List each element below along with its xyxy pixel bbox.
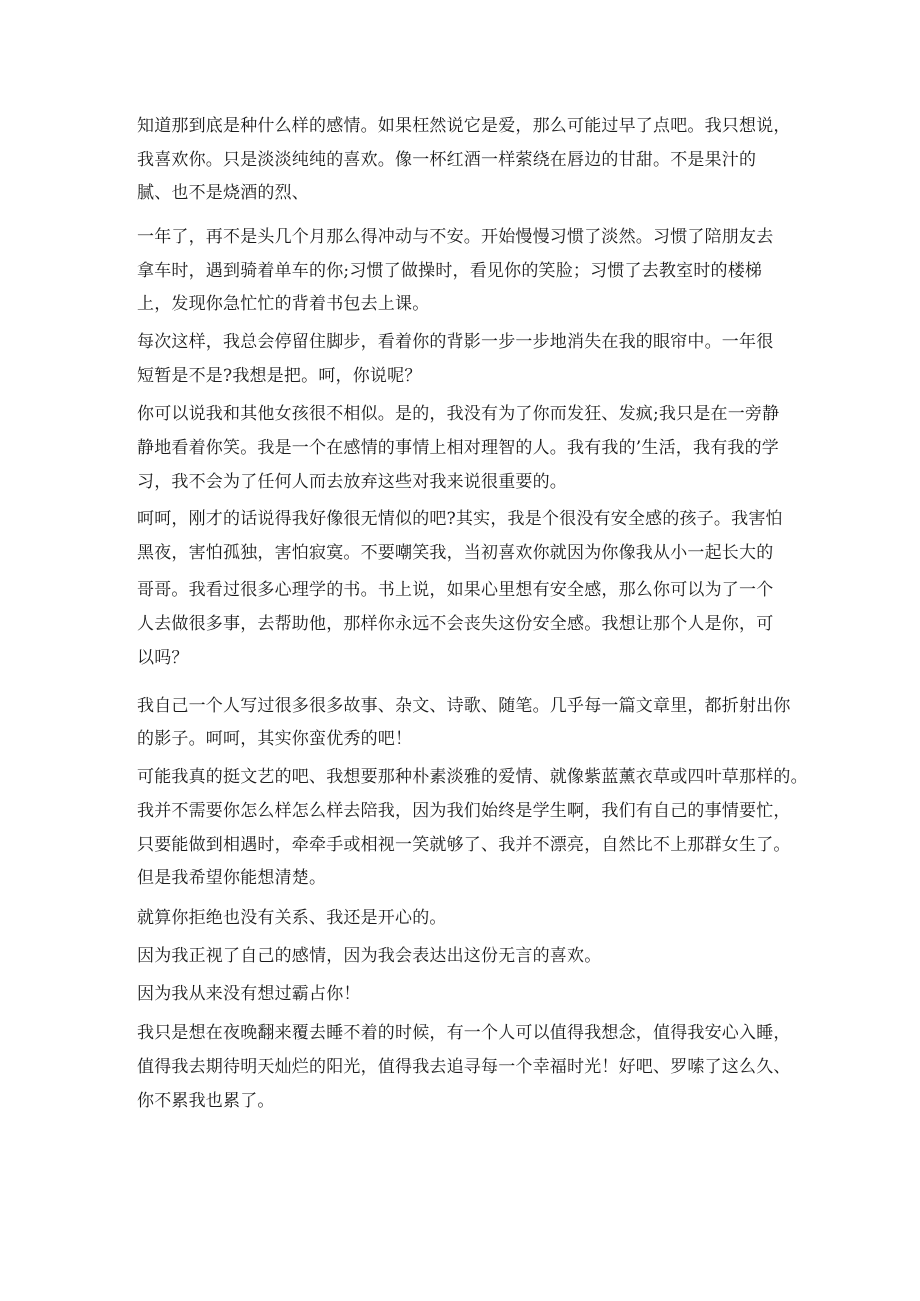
text-line: 一年了，再不是头几个月那么得冲动与不安。开始慢慢习惯了淡然。习惯了陪朋友去 <box>137 227 774 247</box>
text-line: 就算你拒绝也没有关系、我还是开心的。 <box>137 908 447 928</box>
text-line: 你可以说我和其他女孩很不相似。是的，我没有为了你而发狂、发疯;我只是在一旁静 <box>137 404 780 424</box>
text-line: 的影子。呵呵，其实你蛮优秀的吧！ <box>137 729 413 749</box>
text-line: 习，我不会为了任何人而去放弃这些对我来说很重要的。 <box>137 472 567 492</box>
text-line: 值得我去期待明天灿烂的阳光，值得我去追寻每一个幸福时光！好吧、罗嗦了这么久、 <box>137 1057 791 1077</box>
text-line: 哥哥。我看过很多心理学的书。书上说，如果心里想有安全感，那么你可以为了一个 <box>137 580 774 600</box>
text-line: 我并不需要你怎么样怎么样去陪我，因为我们始终是学生啊，我们有自己的事情要忙， <box>137 801 791 821</box>
text-line: 呵呵，刚才的话说得我好像很无情似的吧?其实，我是个很没有安全感的孩子。我害怕 <box>137 509 783 529</box>
text-line: 静地看着你笑。我是一个在感情的事情上相对理智的人。我有我的’生活，我有我的学 <box>137 438 780 458</box>
text-line: 因为我正视了自己的感情，因为我会表达出这份无言的喜欢。 <box>137 946 602 966</box>
text-line: 拿车时，遇到骑着单车的你;习惯了做操时，看见你的笑脸；习惯了去教室时的楼梯 <box>137 261 763 281</box>
text-line: 我自己一个人写过很多很多故事、杂文、诗歌、随笔。几乎每一篇文章里，都折射出你 <box>137 696 791 716</box>
text-line: 腻、也不是烧酒的烈、 <box>137 183 309 203</box>
text-line: 人去做很多事，去帮助他，那样你永远不会丧失这份安全感。我想让那个人是你，可 <box>137 614 774 634</box>
text-line: 只要能做到相遇时，牵牵手或相视一笑就够了、我并不漂亮，自然比不上那群女生了。 <box>137 835 791 855</box>
text-line: 因为我从来没有想过霸占你！ <box>137 984 361 1004</box>
text-line: 每次这样，我总会停留住脚步，看着你的背影一步一步地消失在我的眼帘中。一年很 <box>137 332 774 352</box>
text-line: 可能我真的挺文艺的吧、我想要那种朴素淡雅的爱情、就像紫蓝薰衣草或四叶草那样的。 <box>137 767 808 787</box>
text-line: 知道那到底是种什么样的感情。如果枉然说它是爱，那么可能过早了点吧。我只想说， <box>137 116 791 136</box>
text-line: 短暂是不是?我想是把。呵，你说呢？ <box>137 366 422 386</box>
text-line: 黑夜，害怕孤独，害怕寂寞。不要嘲笑我，当初喜欢你就因为你像我从小一起长大的 <box>137 543 774 563</box>
text-line: 上，发现你急忙忙的背着书包去上课。 <box>137 294 430 314</box>
text-line: 以吗？ <box>137 648 189 668</box>
text-line: 我喜欢你。只是淡淡纯纯的喜欢。像一杯红酒一样萦绕在唇边的甘甜。不是果汁的 <box>137 150 757 170</box>
text-line: 但是我希望你能想清楚。 <box>137 868 327 888</box>
text-line: 你不累我也累了。 <box>137 1091 275 1111</box>
text-line: 我只是想在夜晚翻来覆去睡不着的时候，有一个人可以值得我想念，值得我安心入睡， <box>137 1023 791 1043</box>
